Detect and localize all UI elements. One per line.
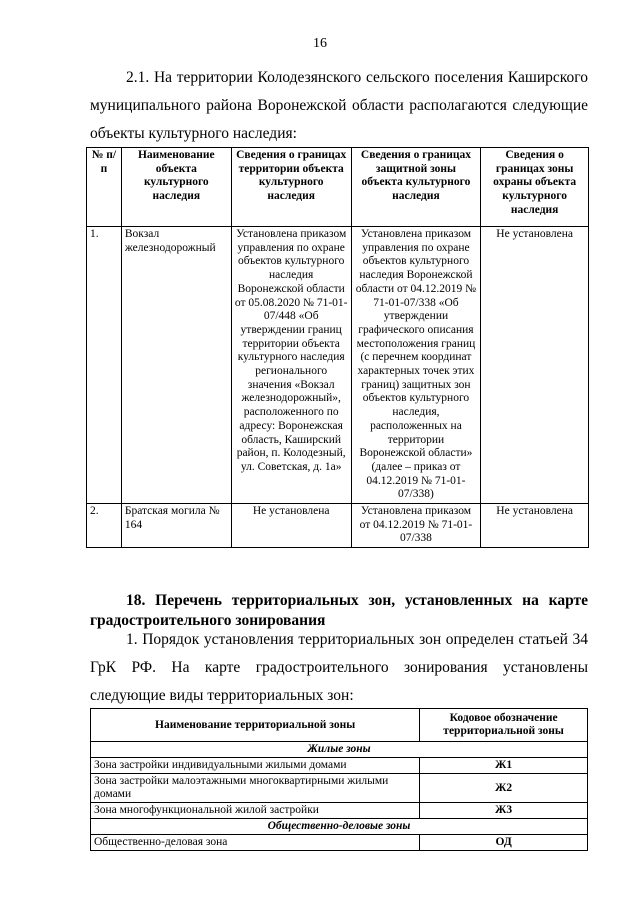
zone-group-row xyxy=(91,819,588,835)
header-zone-name: Наименование территориальной зоны xyxy=(91,709,420,742)
zones-paragraph: 1. Порядок установления территориальных зон определен статьей 34 ГрК РФ. На карте градостроительного зонирования установлены следующие виды территориальных зон: xyxy=(90,631,588,704)
row-number: 2. xyxy=(87,504,122,548)
zones-header-row xyxy=(91,709,588,742)
table-row xyxy=(87,227,589,504)
protective-zone-info: Установлена приказом от 04.12.2019 № 71-01-07/338 xyxy=(351,504,481,548)
header-territory: Сведения о границах территории объекта культурного наследия xyxy=(231,148,351,227)
table-row xyxy=(91,803,588,819)
page-number: 16 xyxy=(313,36,327,51)
object-name: Вокзал железнодорожный xyxy=(121,227,231,504)
security-zone-info: Не установлена xyxy=(481,504,589,548)
header-name: Наименование объекта культурного наследия xyxy=(121,148,231,227)
header-zone-code: Кодовое обозначение территориальной зоны xyxy=(420,709,588,742)
table-row xyxy=(91,835,588,851)
protective-zone-info: Установлена приказом управления по охране объектов культурного наследия Воронежской области от 04.12.2019 № 71-01-07/338 «Об утверждении графического описания местоположения границ (с перечнем координат характерных точек этих границ) защитных зон объектов культурного наследия, расположенных на территории Воронежской области» (далее – приказ от 04.12.2019 № 71-01-07/338) xyxy=(351,227,481,504)
header-protective-zone: Сведения о границах защитной зоны объекта культурного наследия xyxy=(351,148,481,227)
object-name: Братская могила № 164 xyxy=(121,504,231,548)
header-security-zone: Сведения о границах зоны охраны объекта культурного наследия xyxy=(481,148,589,227)
zone-name: Зона многофункциональной жилой застройки xyxy=(91,803,420,819)
security-zone-info: Не установлена xyxy=(481,227,589,504)
zone-name: Зона застройки индивидуальными жилыми домами xyxy=(91,758,420,774)
zone-code: Ж1 xyxy=(420,758,588,774)
zone-name: Зона застройки малоэтажными многоквартирными жилыми домами xyxy=(91,774,420,803)
zone-code: Ж3 xyxy=(420,803,588,819)
zone-group-row xyxy=(91,742,588,758)
row-number: 1. xyxy=(87,227,122,504)
table-row xyxy=(91,774,588,803)
heritage-header-row xyxy=(87,148,589,227)
section-heading: 18. Перечень территориальных зон, установленных на карте градостроительного зонирования xyxy=(90,592,588,629)
zone-group-title: Жилые зоны xyxy=(91,742,588,758)
header-number: № п/п xyxy=(87,148,122,227)
zone-code: ОД xyxy=(420,835,588,851)
territory-info: Установлена приказом управления по охране объектов культурного наследия Воронежской области от 05.08.2020 № 71-01-07/448 «Об утверждении границ территории объекта культурного наследия регионального значения «Вокзал железнодорожный», расположенного по адресу: Воронежская область, Каширский район, п. Колодезный, ул. Советская, д. 1а» xyxy=(231,227,351,504)
table-row xyxy=(87,504,589,548)
intro-paragraph: 2.1. На территории Колодезянского сельского поселения Каширского муниципального района Воронежской области располагаются следующие объекты культурного наследия: xyxy=(90,69,588,142)
zone-name: Общественно-деловая зона xyxy=(91,835,420,851)
zone-code: Ж2 xyxy=(420,774,588,803)
territory-info: Не установлена xyxy=(231,504,351,548)
zone-group-title: Общественно-деловые зоны xyxy=(91,819,588,835)
heritage-table xyxy=(86,147,589,548)
zones-table xyxy=(90,708,588,851)
table-row xyxy=(91,758,588,774)
